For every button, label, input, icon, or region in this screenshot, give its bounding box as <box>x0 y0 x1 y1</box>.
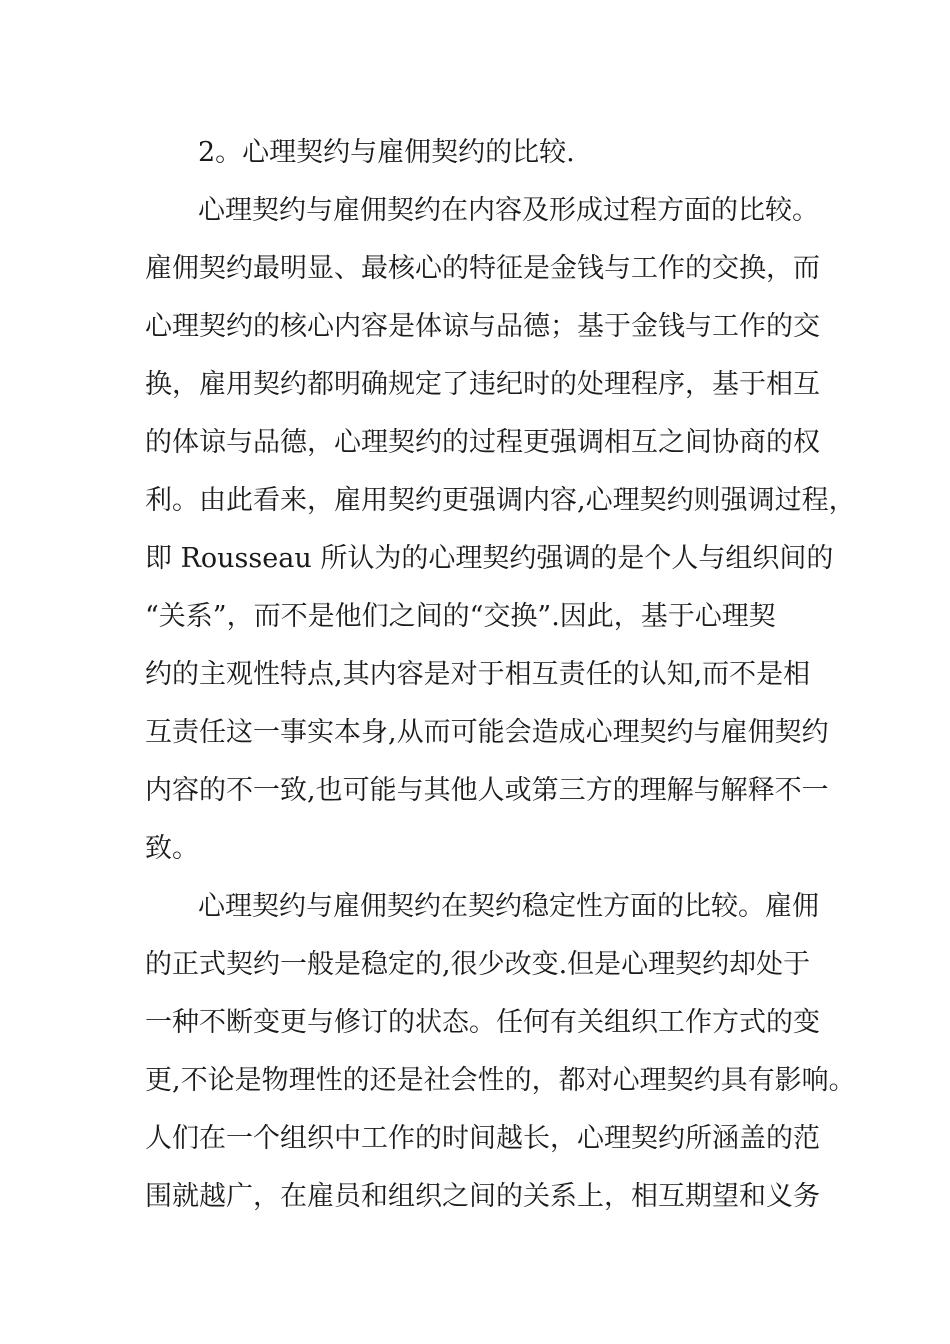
paragraph-line: 换，雇用契约都明确规定了违纪时的处理程序，基于相互 <box>145 369 820 400</box>
paragraph-line: 约的主观性特点,其内容是对于相互责任的认知,而不是相 <box>145 659 811 690</box>
paragraph-line: 即 Rousseau 所认为的心理契约强调的是个人与组织间的 <box>145 543 834 574</box>
paragraph-line: 的正式契约一般是稳定的,很少改变.但是心理契约却处于 <box>145 949 811 980</box>
paragraph-line: 雇佣契约最明显、最核心的特征是金钱与工作的交换，而 <box>145 253 820 284</box>
paragraph-line: 心理契约的核心内容是体谅与品德；基于金钱与工作的交 <box>145 311 820 342</box>
paragraph-line: 围就越广，在雇员和组织之间的关系上，相互期望和义务 <box>145 1181 820 1212</box>
paragraph-line: 更,不论是物理性的还是社会性的，都对心理契约具有影响。 <box>145 1065 856 1096</box>
paragraph-line: 心理契约与雇佣契约在契约稳定性方面的比较。雇佣 <box>198 891 819 922</box>
paragraph-line: 内容的不一致,也可能与其他人或第三方的理解与解释不一 <box>145 775 829 806</box>
paragraph-line: 的体谅与品德，心理契约的过程更强调相互之间协商的权 <box>145 427 820 458</box>
paragraph-line: 一种不断变更与修订的状态。任何有关组织工作方式的变 <box>145 1007 820 1038</box>
paragraph-line: 互责任这一事实本身,从而可能会造成心理契约与雇佣契约 <box>145 717 829 748</box>
paragraph-line: 致。 <box>145 833 199 864</box>
paragraph-line: 心理契约与雇佣契约在内容及形成过程方面的比较。 <box>198 195 819 226</box>
paragraph-line: 利。由此看来，雇用契约更强调内容,心理契约则强调过程， <box>145 485 856 516</box>
paragraph-line: “关系”，而不是他们之间的“交换”.因此，基于心理契 <box>145 601 776 632</box>
paragraph-line: 人们在一个组织中工作的时间越长，心理契约所涵盖的范 <box>145 1123 820 1154</box>
section-heading: 2。心理契约与雇佣契约的比较. <box>198 137 575 168</box>
